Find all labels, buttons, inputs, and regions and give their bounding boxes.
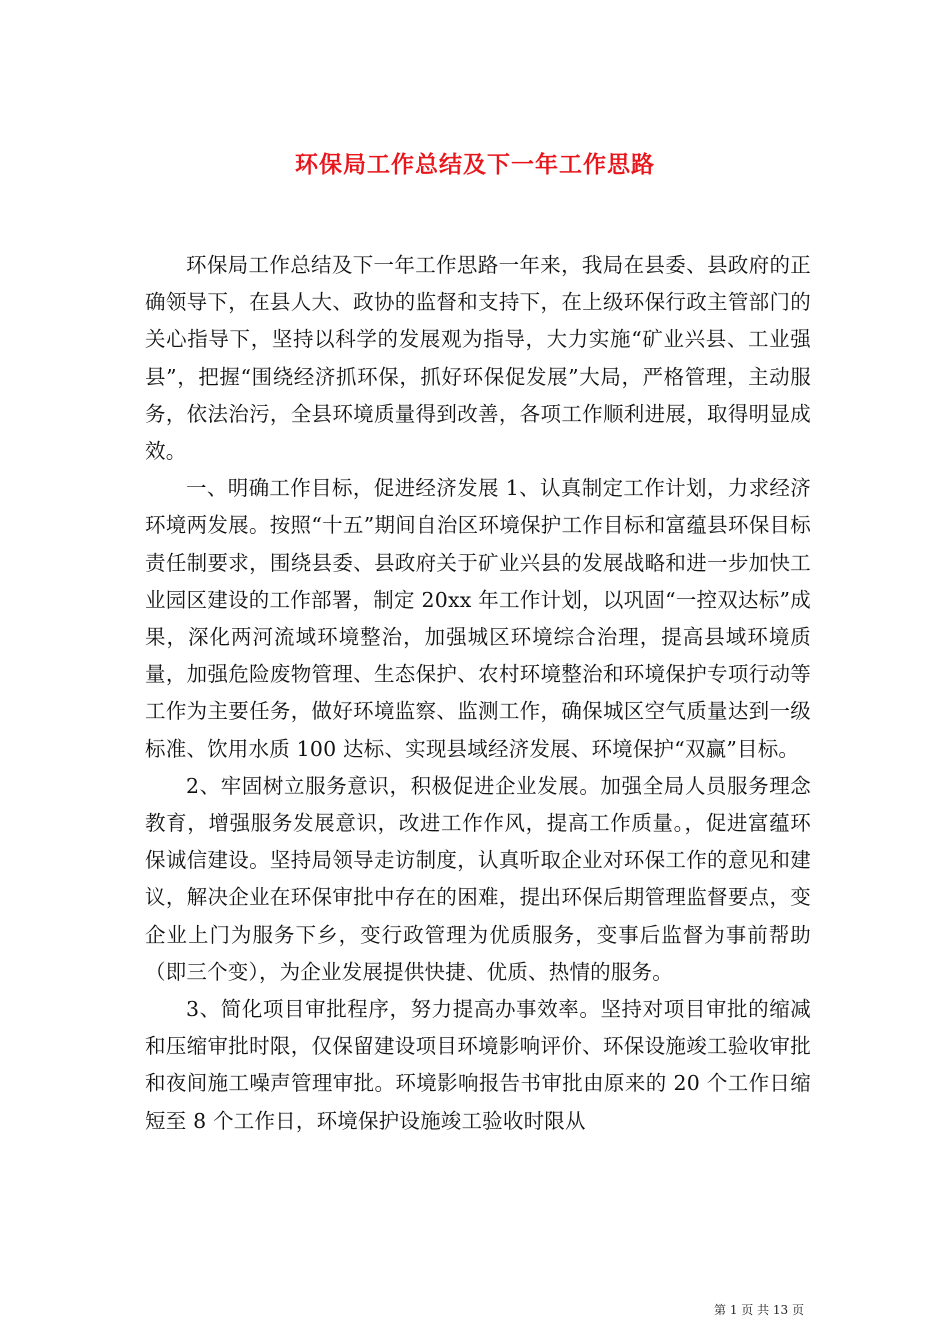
paragraph-section-3: 3、简化项目审批程序，努力提高办事效率。坚持对项目审批的缩减和压缩审批时限，仅保留建设项目环境影响评价、环保设施竣工验收审批和夜间施工噪声管理审批。环境影响报告书审批由原来的 20 个工作日缩短至 8 个工作日，环境保护设施竣工验收时限从	[145, 997, 811, 1133]
paragraph-section-2: 2、牢固树立服务意识，积极促进企业发展。加强全局人员服务理念教育，增强服务发展意识，改进工作作风，提高工作质量。，促进富蕴环保诚信建设。坚持局领导走访制度，认真听取企业对环保工作的意见和建议，解决企业在环保审批中存在的困难，提出环保后期管理监督要点，变企业上门为服务下乡，变行政管理为优质服务，变事后监督为事前帮助（即三个变），为企业发展提供快捷、优质、热情的服务。	[145, 773, 811, 984]
document-title: 环保局工作总结及下一年工作思路	[295, 152, 655, 179]
paragraph-section-1: 一、明确工作目标，促进经济发展 1、认真制定工作计划，力求经济环境两发展。按照“十五”期间自治区环境保护工作目标和富蕴县环保目标责任制要求，围绕县委、县政府关于矿业兴县的发展战略和进一步加快工业园区建设的工作部署，制定 20xx 年工作计划，以巩固“一控双达标”成果，深化两河流域环境整治，加强城区环境综合治理，提高县域环境质量，加强危险废物管理、生态保护、农村环境整治和环境保护专项行动等工作为主要任务，做好环境监察、监测工作，确保城区空气质量达到一级标准、饮用水质 100 达标、实现县域经济发展、环境保护“双赢”目标。	[145, 476, 811, 761]
page-number-footer: 第 1 页 共 13 页	[714, 1303, 804, 1317]
document-body	[145, 247, 811, 1140]
paragraph-intro: 环保局工作总结及下一年工作思路一年来，我局在县委、县政府的正确领导下，在县人大、政协的监督和支持下，在上级环保行政主管部门的关心指导下，坚持以科学的发展观为指导，大力实施“矿业兴县、工业强县”，把握“围绕经济抓环保，抓好环保促发展”大局，严格管理，主动服务，依法治污，全县环境质量得到改善，各项工作顺利进展，取得明显成效。	[145, 253, 811, 464]
